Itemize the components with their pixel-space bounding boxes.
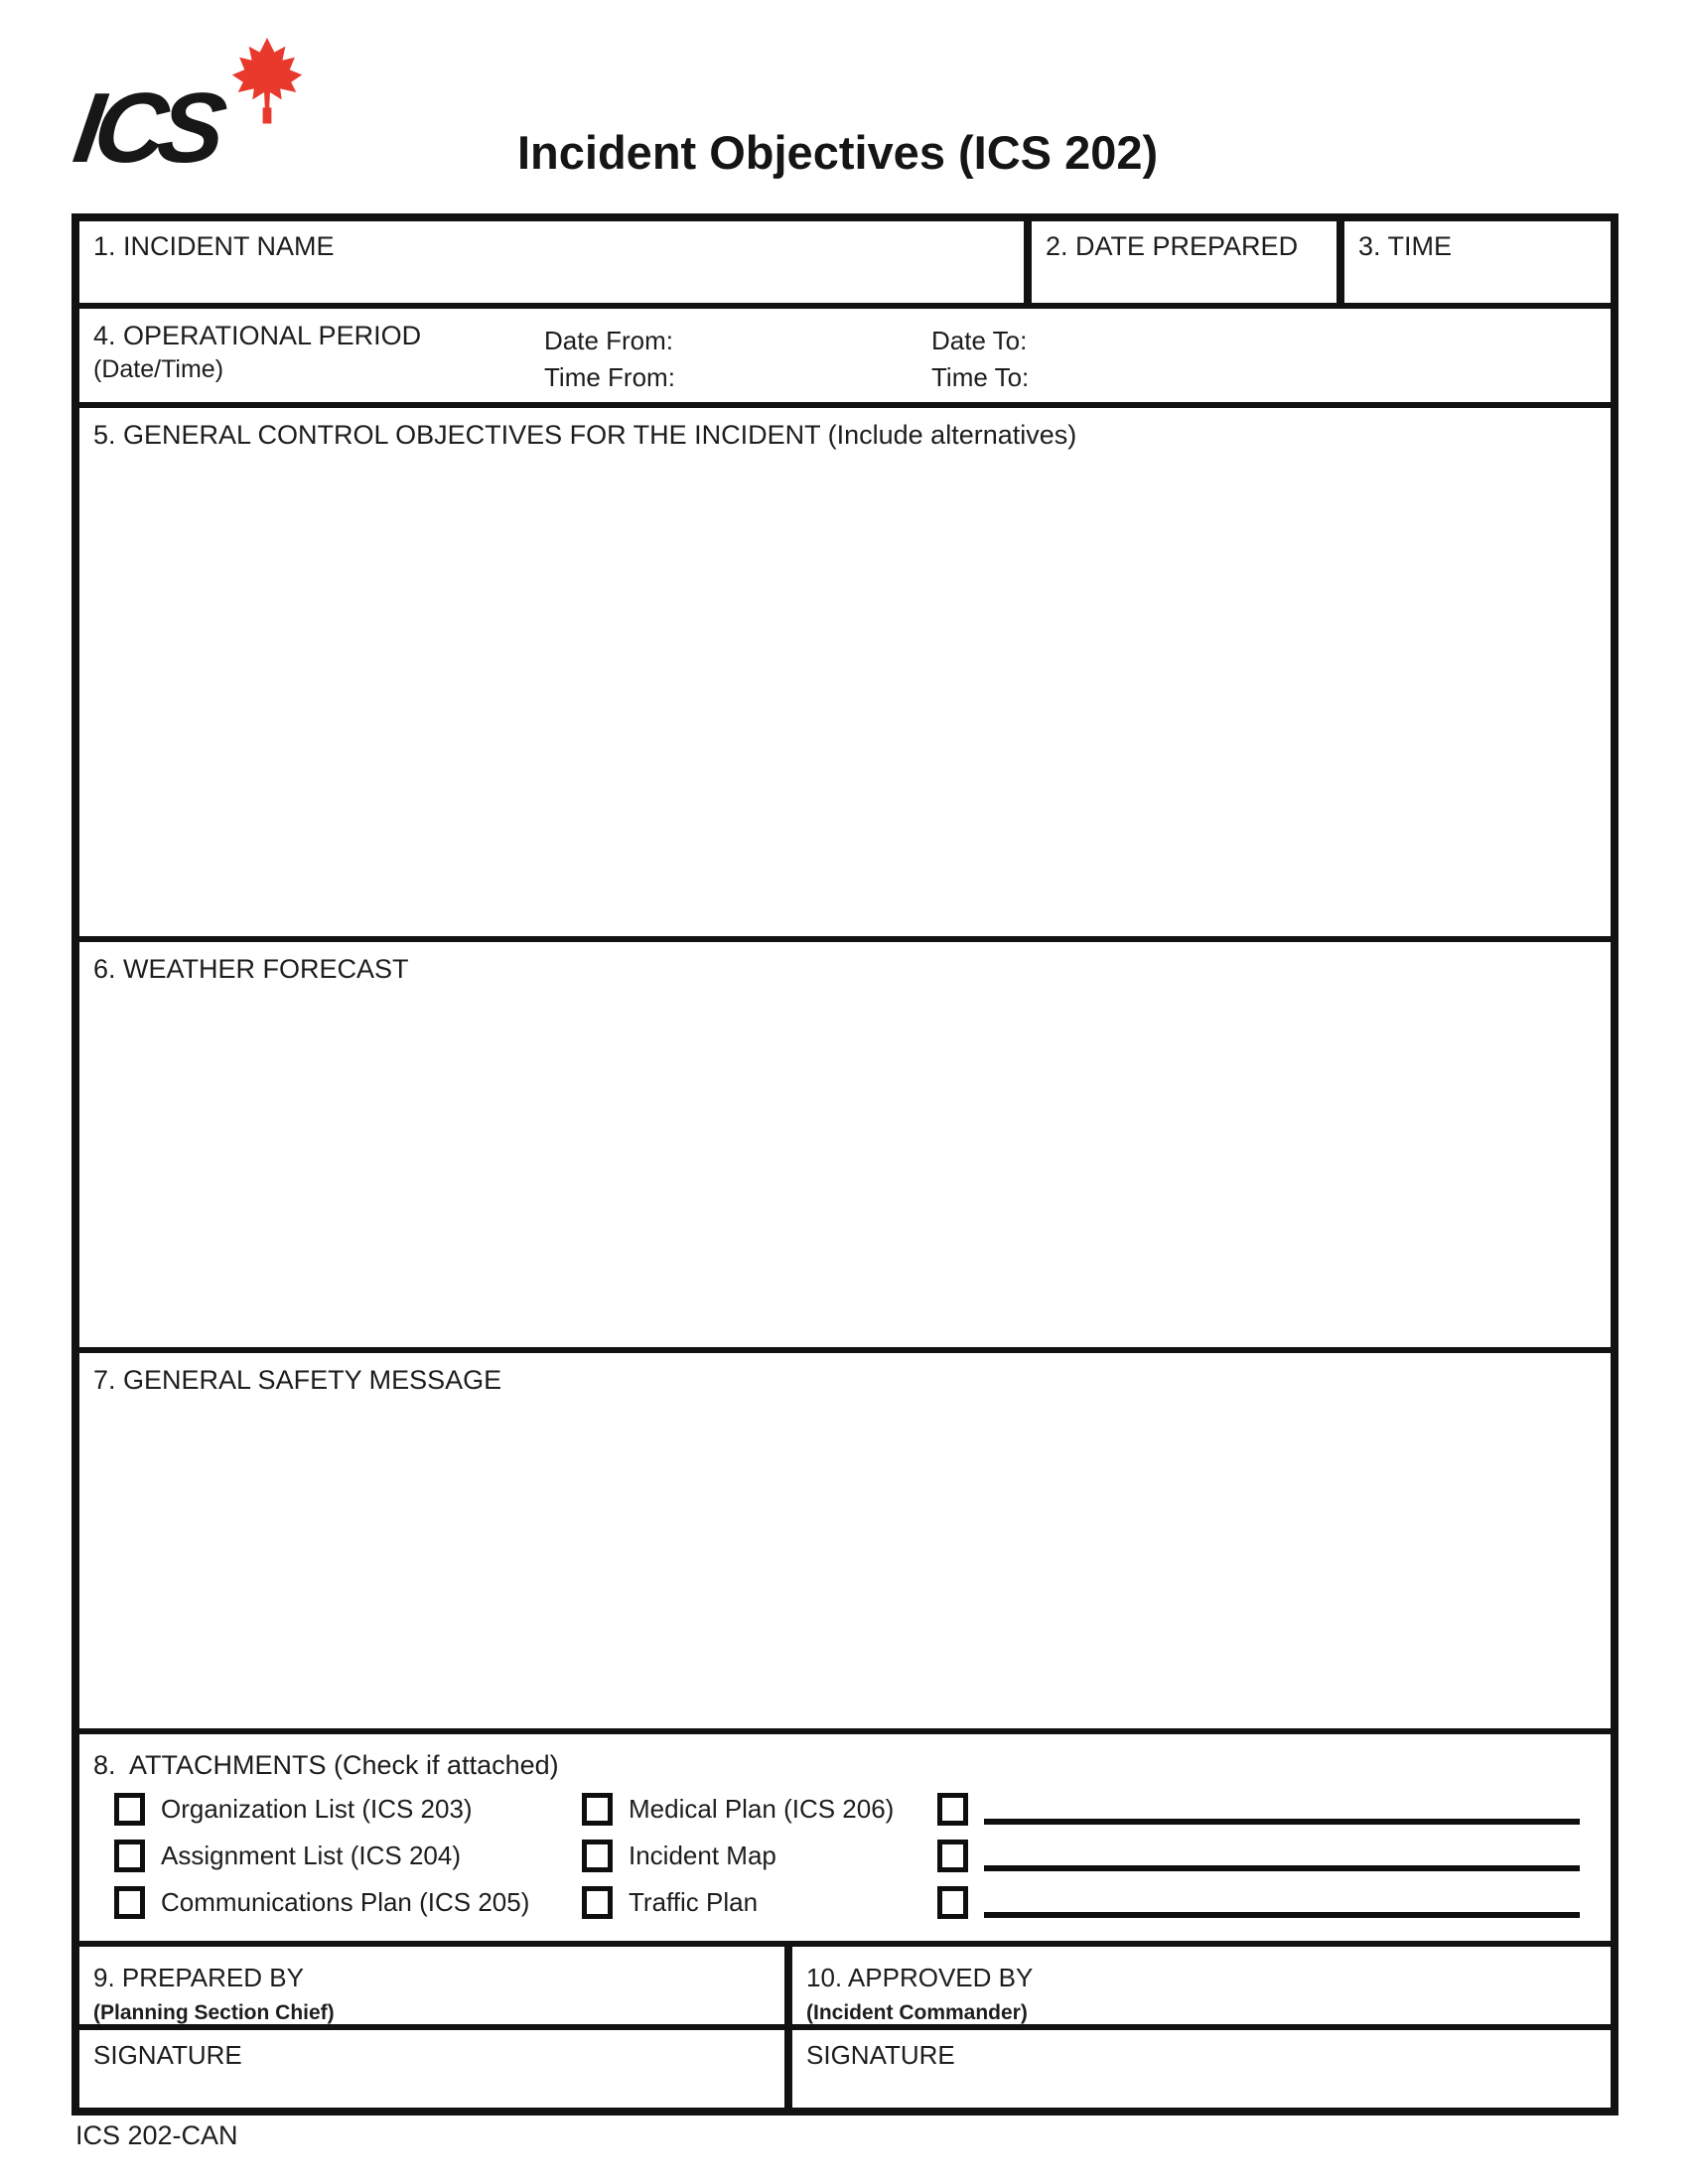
attachment-item-write-in-1 [937,1792,1580,1826]
ics-logo: ICS [68,72,225,184]
prepared-by-label: 9. PREPARED BY [93,1963,304,1992]
operational-period-label: 4. OPERATIONAL PERIOD (Date/Time) [93,319,421,386]
prepared-by-sublabel: (Planning Section Chief) [93,2001,335,2024]
incident-map-checkbox[interactable] [582,1840,613,1872]
maple-leaf-icon [229,38,305,125]
traffic-plan-label: Traffic Plan [629,1886,759,1917]
organization-list-checkbox[interactable] [114,1793,145,1826]
approved-by-signature-label: SIGNATURE [806,2040,955,2070]
general-control-objectives-field[interactable] [79,408,1611,942]
write-in-2-blank-line[interactable] [984,1865,1580,1871]
attachment-item-traffic-plan [582,1885,758,1919]
date-prepared-label: 2. DATE PREPARED [1046,231,1299,261]
approved-by-sublabel: (Incident Commander) [806,2001,1028,2024]
traffic-plan-checkbox[interactable] [582,1886,613,1919]
approved-by-column [792,1947,1611,2108]
maple-leaf-shape [232,38,302,124]
attachments-section [79,1734,1611,1947]
approved-by-field[interactable] [792,1947,1611,2030]
attachments-label: 8. ATTACHMENTS (Check if attached) [93,1750,559,1780]
incident-map-label: Incident Map [629,1840,776,1870]
prepared-by-field[interactable] [79,1947,784,2030]
date-prepared-field[interactable] [1024,221,1336,303]
approved-by-signature-field[interactable] [792,2030,1611,2108]
prepared-by-column [79,1947,792,2108]
operational-period-from [544,323,675,396]
ics-202-form [71,213,1618,2116]
assignment-list-checkbox[interactable] [114,1840,145,1872]
weather-forecast-field[interactable] [79,942,1611,1353]
attachment-item-write-in-2 [937,1839,1580,1872]
write-in-3-blank-line[interactable] [984,1912,1580,1918]
weather-forecast-label: 6. WEATHER FORECAST [93,954,409,984]
prepared-by-signature-field[interactable] [79,2030,784,2108]
write-in-3-checkbox[interactable] [937,1886,968,1919]
incident-name-field[interactable] [79,221,1024,303]
write-in-2-checkbox[interactable] [937,1840,968,1872]
write-in-1-checkbox[interactable] [937,1793,968,1826]
page-title: Incident Objectives (ICS 202) [517,126,1159,179]
medical-plan-label: Medical Plan (ICS 206) [629,1793,895,1824]
organization-list-label: Organization List (ICS 203) [161,1793,473,1824]
time-to-label[interactable]: Time To: [931,362,1030,392]
attachment-item-medical-plan [582,1792,894,1826]
date-to-label[interactable]: Date To: [931,326,1028,355]
form-code: ICS 202-CAN [75,2120,238,2150]
medical-plan-checkbox[interactable] [582,1793,613,1826]
communications-plan-label: Communications Plan (ICS 205) [161,1886,530,1917]
general-control-objectives-label: 5. GENERAL CONTROL OBJECTIVES FOR THE INCIDENT (Include alternatives) [93,420,1077,450]
signatures-section [79,1947,1611,2108]
operational-period-sublabel: (Date/Time) [93,355,224,383]
attachment-item-communications-plan [114,1885,529,1919]
approved-by-label: 10. APPROVED BY [806,1963,1034,1992]
general-safety-message-label: 7. GENERAL SAFETY MESSAGE [93,1365,502,1395]
assignment-list-label: Assignment List (ICS 204) [161,1840,462,1870]
general-safety-message-field[interactable] [79,1353,1611,1734]
communications-plan-checkbox[interactable] [114,1886,145,1919]
attachment-item-write-in-3 [937,1885,1580,1919]
date-from-label[interactable]: Date From: [544,326,674,355]
time-label: 3. TIME [1358,231,1453,261]
attachment-item-assignment-list [114,1839,461,1872]
prepared-by-signature-label: SIGNATURE [93,2040,242,2070]
time-field[interactable] [1336,221,1611,303]
incident-name-label: 1. INCIDENT NAME [93,231,335,261]
operational-period-field[interactable] [79,309,1611,408]
attachment-item-incident-map [582,1839,776,1872]
write-in-1-blank-line[interactable] [984,1819,1580,1825]
attachment-item-organization-list [114,1792,473,1826]
operational-period-to [931,323,1029,396]
time-from-label[interactable]: Time From: [544,362,675,392]
row-incident-header [79,221,1611,309]
